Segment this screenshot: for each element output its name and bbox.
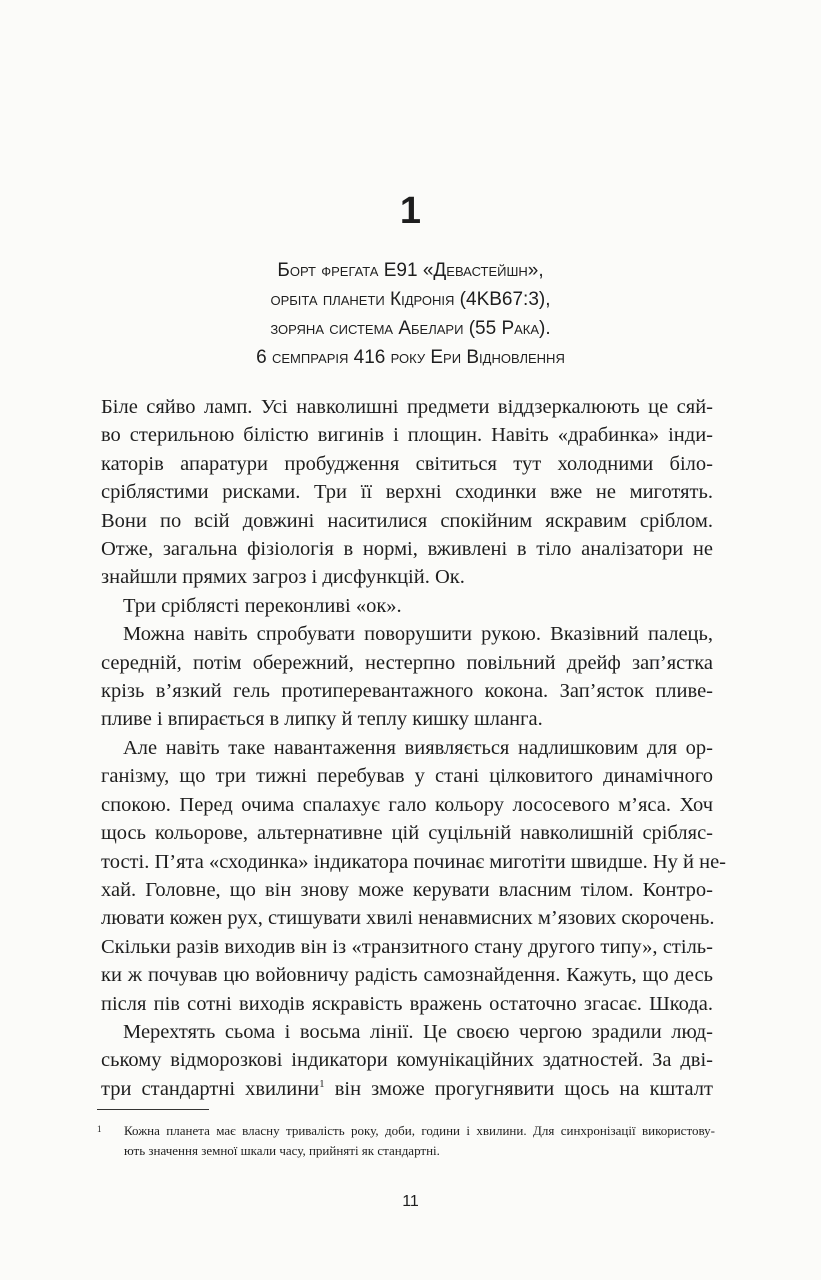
- subtitle-line: орбіта планети Кідронія (4KB67:3),: [270, 289, 551, 310]
- footnote-line: Кожна планета має власну тривалість року, доби, години і хвилини. Для синхронізації використову-: [124, 1123, 715, 1138]
- text-line: пливе і впирається в липку й теплу кишку шланга.: [101, 708, 543, 731]
- paragraph: [101, 592, 713, 620]
- paragraph: [101, 1018, 713, 1103]
- footnote: [97, 1121, 715, 1161]
- text-line: ському відморозкові індикатори комунікаційних здатностей. За дві-: [101, 1049, 713, 1072]
- text-line: [101, 1075, 713, 1103]
- text-line: ки ж почував цю войовничу радість самознайдення. Кажуть, що десь: [101, 964, 713, 987]
- subtitle-line: зоряна система Абелари (55 Рака).: [270, 318, 551, 339]
- body-text: [101, 393, 727, 1103]
- text-line: Можна навіть спробувати поворушити рукою. Вказівний палець,: [123, 623, 713, 646]
- text-line: Біле сяйво ламп. Усі навколишні предмети віддзеркалюють це сяй-: [101, 396, 713, 418]
- subtitle-line: Борт фрегата Е91 «Девастейшн»,: [277, 260, 544, 281]
- paragraph: [101, 620, 713, 734]
- text-line: Вони по всій довжині наситилися спокійним яскравим сріблом.: [101, 509, 713, 532]
- text-line: каторів апаратури пробудження світиться тут холодними біло-: [101, 452, 713, 475]
- text-line: середній, потім обережний, нестерпно повільний дрейф зап’ястка: [101, 651, 713, 674]
- subtitle-line: 6 семпрарія 416 року Ери Відновлення: [256, 347, 565, 368]
- chapter-number: 1: [399, 190, 422, 232]
- text-line: Скільки разів виходив він із «транзитного стану другого типу», стіль-: [101, 935, 713, 958]
- text-line: Отже, загальна фізіологія в нормі, вживлені в тіло аналізатори не: [101, 538, 713, 561]
- footnote-mark: 1: [97, 1124, 102, 1134]
- text-line: спокою. Перед очима спалахує гало кольору лососевого м’яса. Хоч: [101, 793, 713, 816]
- text-line: хай. Головне, що він знову може керувати власним тілом. Контро-: [101, 878, 713, 901]
- text-line: Але навіть таке навантаження виявляється надлишковим для ор-: [123, 736, 713, 759]
- text-fragment: він зможе прогугнявити щось на кшталт: [324, 1077, 713, 1100]
- chapter-subtitle: [0, 256, 821, 372]
- text-line: щось кольорове, альтернативне цій суцільній навколишній срібляс-: [101, 822, 713, 845]
- text-line: Три сріблясті переконливі «ок».: [123, 594, 402, 617]
- page-number: 11: [402, 1193, 419, 1210]
- text-line: знайшли прямих загроз і дисфункцій. Ок.: [101, 566, 465, 589]
- text-line: крізь в’язкий гель протиперевантажного кокона. Зап’ясток пливе-: [101, 680, 713, 703]
- text-line: лювати кожен рух, стишувати хвилі ненавмисних м’язових скорочень.: [101, 907, 715, 930]
- text-line: після пів сотні виходів яскравість вражень остаточно згасає. Шкода.: [101, 992, 713, 1015]
- text-line: Мерехтять сьома і восьма лінії. Це своєю чергою зрадили люд-: [123, 1020, 713, 1043]
- text-fragment: три стандартні хвилини: [101, 1077, 320, 1100]
- text-line: сріблястими рисками. Три її верхні сходинки вже не миготять.: [101, 481, 713, 504]
- paragraph: [101, 393, 713, 592]
- text-line: во стерильною білістю вигинів і площин. Навіть «драбинка» інди-: [101, 424, 713, 447]
- footnote-divider: [97, 1109, 209, 1110]
- text-line: тості. П’ята «сходинка» індикатора починає миготіти швидше. Ну й не-: [101, 850, 727, 873]
- footnote-reference[interactable]: 1: [319, 1077, 325, 1090]
- text-line: ганізму, що три тижні перебував у стані цілковитого динамічного: [101, 765, 713, 788]
- footnote-line: ють значення земної шкали часу, прийняті як стандартні.: [124, 1143, 440, 1158]
- paragraph: [101, 734, 727, 1018]
